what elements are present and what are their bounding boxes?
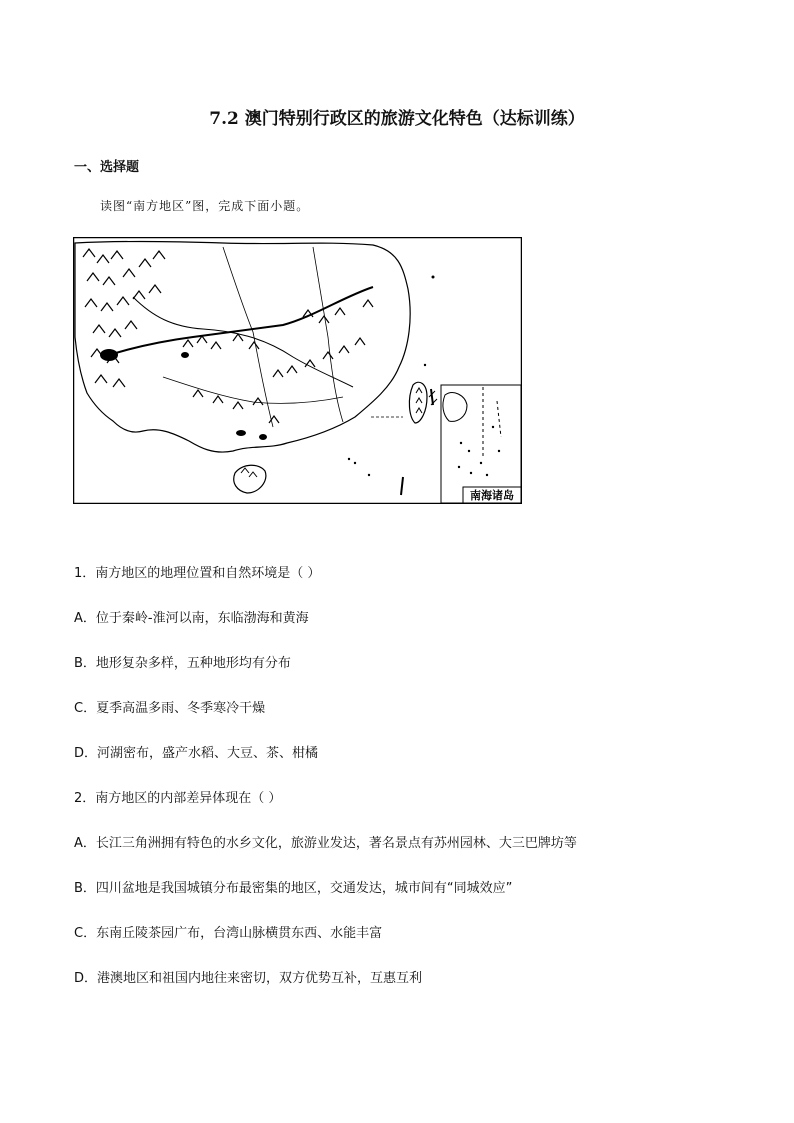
question-1-option-c: C．夏季高温多雨、冬季寒冷干燥 <box>74 701 266 716</box>
question-1-option-b: B．地形复杂多样，五种地形均有分布 <box>74 656 291 671</box>
question-1-option-d: D．河湖密布，盛产水稻、大豆、茶、柑橘 <box>74 746 319 761</box>
inset-label: 南海诸岛 <box>470 489 514 502</box>
intro-text: 读图“南方地区”图，完成下面小题。 <box>100 199 310 213</box>
question-2-option-b: B．四川盆地是我国城镇分布最密集的地区，交通发达，城市间有“同城效应” <box>74 881 513 896</box>
question-2-option-a: A．长江三角洲拥有特色的水乡文化，旅游业发达，著名景点有苏州园林、大三巴牌坊等 <box>74 836 577 851</box>
question-2-stem: 2．南方地区的内部差异体现在（ ） <box>74 791 282 806</box>
question-2-option-c: C．东南丘陵茶园广布，台湾山脉横贯东西、水能丰富 <box>74 926 383 941</box>
south-china-map <box>73 237 522 504</box>
question-1-stem: 1．南方地区的地理位置和自然环境是（ ） <box>74 566 321 581</box>
section-heading: 一、选择题 <box>74 160 140 175</box>
question-2-option-d: D．港澳地区和祖国内地往来密切，双方优势互补，互惠互利 <box>74 971 423 986</box>
question-1-option-a: A．位于秦岭-淮河以南，东临渤海和黄海 <box>74 611 309 626</box>
page-title: 7.2 澳门特别行政区的旅游文化特色（达标训练） <box>209 109 585 129</box>
